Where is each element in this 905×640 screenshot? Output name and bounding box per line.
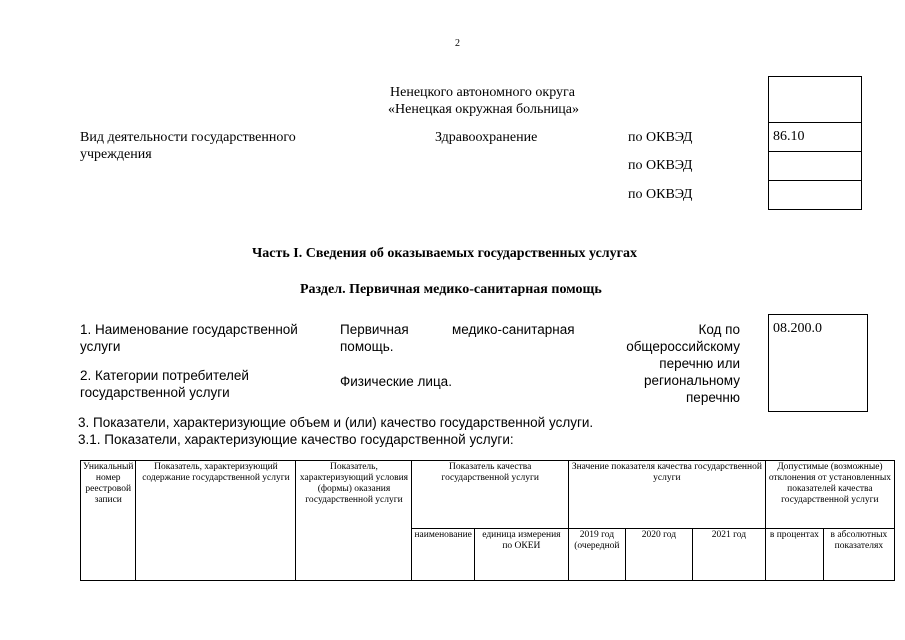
header-deviations: Допустимые (возможные) отклонения от установленных показателей качества государственной услуги [765,461,894,529]
service-name-label-line-2: услуги [80,339,121,354]
service-name-value-word-2: медико-санитарная [452,322,575,337]
code-label-line-5: перечню [686,390,740,405]
page-number: 2 [455,38,460,49]
okved-box-3 [768,180,862,210]
category-label-line-1: 2. Категории потребителей [80,368,249,383]
section-title: Раздел. Первичная медико-санитарная помощь [300,282,602,297]
subheader-2019: 2019 год (очередной [568,529,625,581]
okved-label-1: по ОКВЭД [628,130,693,145]
service-name-value-line-2: помощь. [340,339,394,354]
indicators-line-2: 3.1. Показатели, характеризующие качество государственной услуги: [78,432,514,447]
activity-value: Здравоохранение [435,130,538,145]
org-line-1: Ненецкого автономного округа [390,85,575,100]
okved-label-2: по ОКВЭД [628,158,693,173]
header-quality-indicator: Показатель качества государственной услуги [412,461,568,529]
header-content-indicator: Показатель, характеризующий содержание государственной услуги [136,461,296,581]
part-title: Часть I. Сведения об оказываемых государственных услугах [252,246,638,261]
service-name-label-line-1: 1. Наименование государственной [80,322,298,337]
subheader-2020: 2020 год [625,529,692,581]
code-label-line-3: перечню или [659,356,740,371]
code-label-line-4: региональному [643,373,740,388]
header-unique-number: Уникальный номер реестровой записи [81,461,136,581]
org-line-2: «Ненецкая окружная больница» [388,102,580,117]
okved-box-top [768,76,862,123]
activity-label-line-1: Вид деятельности государственного [80,130,296,145]
okved-box-2 [768,151,862,181]
okved-code-1: 86.10 [773,129,805,144]
header-conditions-indicator: Показатель, характеризующий условия (формы) оказания государственной услуги [296,461,412,581]
category-label-line-2: государственной услуги [80,385,230,400]
category-value: Физические лица. [340,374,452,389]
code-label-line-1: Код по [698,322,740,337]
quality-table [80,460,895,581]
code-value: 08.200.0 [773,321,822,336]
okved-label-3: по ОКВЭД [628,187,693,202]
subheader-percent: в процентах [765,529,823,581]
service-name-value-word-1: Первичная [340,322,409,337]
subheader-absolute: в абсолютных показателях [823,529,894,581]
subheader-unit: единица измерения по ОКЕИ [474,529,568,581]
indicators-line-1: 3. Показатели, характеризующие объем и (или) качество государственной услуги. [78,415,594,430]
header-quality-value: Значение показателя качества государственной услуги [568,461,765,529]
code-label-line-2: общероссийскому [626,339,740,354]
subheader-name: наименование [412,529,474,581]
activity-label-line-2: учреждения [80,147,152,162]
subheader-2021: 2021 год [692,529,765,581]
